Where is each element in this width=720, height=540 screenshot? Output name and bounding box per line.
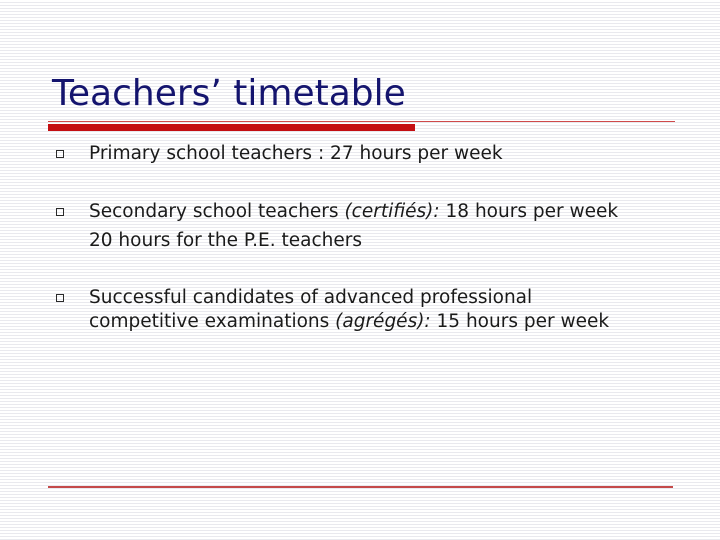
bullet-text-line xyxy=(89,285,532,311)
bullet-text-line xyxy=(89,199,618,225)
title-underline-thick xyxy=(48,124,415,131)
footer-rule xyxy=(48,486,673,488)
slide-title: Teachers’ timetable xyxy=(52,73,406,114)
bullet-text: Successful candidates of advanced professional xyxy=(89,287,533,308)
bullet-text-line xyxy=(89,141,503,167)
bullet-text-line xyxy=(89,309,609,335)
bullet-text: competitive examinations xyxy=(89,311,336,332)
hollow-square-bullet-icon xyxy=(56,150,64,158)
bullet-text-italic: (certifiés): xyxy=(344,201,440,222)
hollow-square-bullet-icon xyxy=(56,294,64,302)
bullet-text-line xyxy=(89,228,362,254)
bullet-text: Secondary school teachers xyxy=(89,201,345,222)
bullet-text: 15 hours per week xyxy=(430,311,610,332)
hollow-square-bullet-icon xyxy=(56,208,64,216)
bullet-text-italic: (agrégés): xyxy=(335,311,431,332)
bullet-text: Primary school teachers : 27 hours per week xyxy=(89,143,503,164)
bullet-text: 18 hours per week xyxy=(439,201,619,222)
title-underline-thin xyxy=(48,121,675,122)
bullet-text: 20 hours for the P.E. teachers xyxy=(89,230,362,251)
